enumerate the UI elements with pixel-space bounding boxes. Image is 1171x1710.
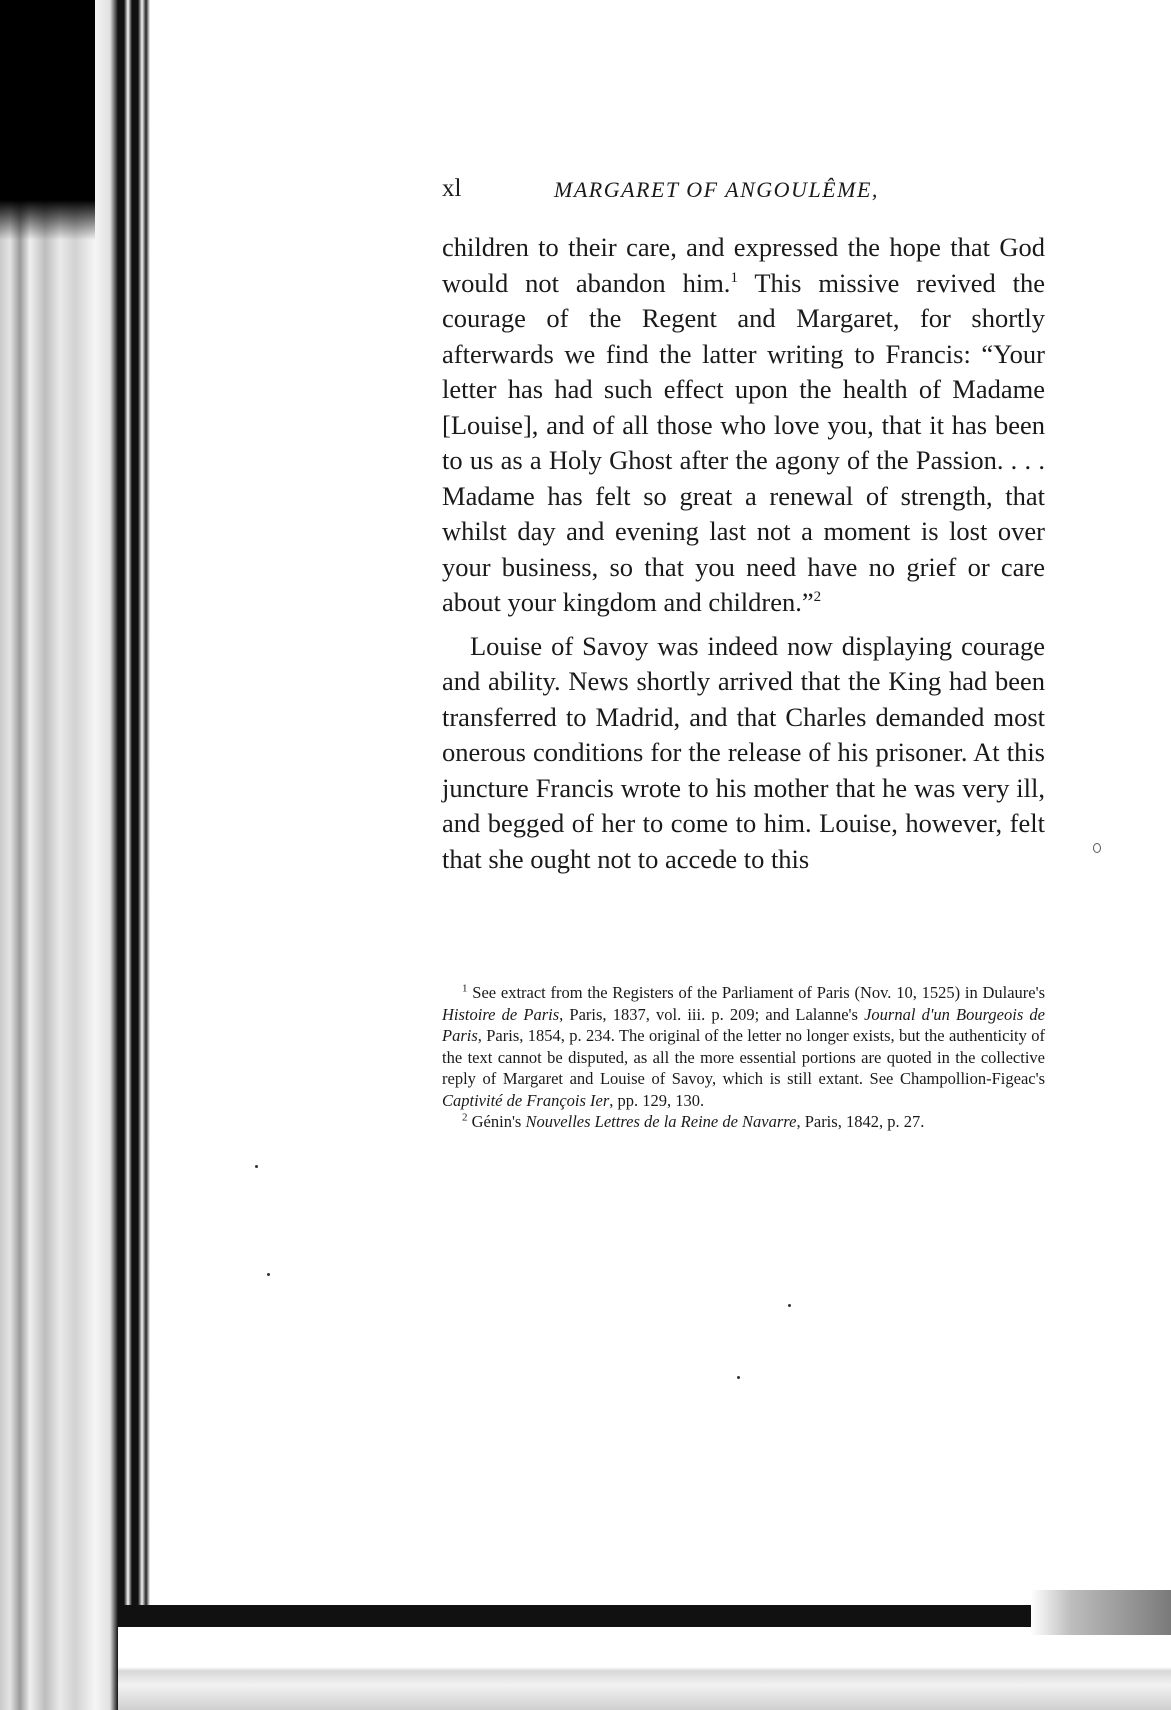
footnote-text: , Paris, 1837, vol. iii. p. 209; and Lalanne's [559,1004,865,1024]
footnotes [442,982,1045,1133]
ink-speck [737,1376,740,1379]
page-number: xl [442,175,462,202]
footnote-reference[interactable]: 1 [730,269,738,286]
footnote [442,982,1045,1111]
footnote-title: Nouvelles Lettres de la Reine de Navarre [525,1112,797,1131]
running-head: MARGARET OF ANGOULÊME, [554,177,879,202]
footnote-text: , pp. 129, 130. [609,1090,705,1110]
paragraph: Louise of Savoy was indeed now displaying courage and ability. News shortly arrived that the King had been transferred to Madrid, and that Charles demanded most onerous conditions for the release of his prisoner. At this juncture Francis wrote to his mother that he was very ill, and begged of her to come to him. Louise, however, felt that she ought not to accede to this [442,630,1045,874]
footnote-mark: 1 [462,982,468,995]
ink-speck [1093,843,1101,853]
page-binding-edge [0,0,165,1710]
footnote-reference[interactable]: 2 [813,589,822,606]
ink-speck [255,1165,258,1168]
page-header [442,175,1042,211]
footnote-title: Journal d'un Bourgeois de Paris [442,1004,1045,1045]
page-bottom-edge [118,1605,1171,1710]
paragraph [442,230,1045,621]
ink-speck [267,1273,270,1276]
paragraph-text: children to their care, and expressed the hope that God would not abandon him. [442,232,1045,298]
binding-shadow [0,0,95,240]
footnote-text: Génin's [471,1112,526,1131]
footnote-text: , Paris, 1854, p. 234. The original of the letter no longer exists, but the authenticity of the text cannot be disputed, as all the more essential portions are quoted in the collective reply of Margaret and Louise of Savoy, which is still extant. See Champollion-Figeac's [442,1026,1045,1088]
page-corner-shadow [1031,1590,1171,1635]
ink-speck [788,1304,791,1307]
footnote-title: Histoire de Paris [442,1004,560,1024]
footnote-text: , Paris, 1842, p. 27. [796,1112,925,1131]
paragraph-text: This missive revived the courage of the Regent and Margaret, for shortly afterwards we find the latter writing to Francis: “Your letter has had such effect upon the health of Madame [Louise], and of all those who love you, that it has been to us as a Holy Ghost after the agony of the Passion. . . . Madame has felt so great a renewal of strength, that whilst day and evening last not a moment is lost over your business, so that you need have no grief or care about your kingdom and children.” [442,267,1045,617]
footnote-mark: 2 [462,1111,468,1124]
footnote-title: Captivité de François Ier [442,1090,610,1110]
body-text [442,230,1045,877]
footnote-text: See extract from the Registers of the Parliament of Paris (Nov. 10, 1525) in Dulaure's [472,983,1045,1002]
footnote [442,1111,1045,1133]
